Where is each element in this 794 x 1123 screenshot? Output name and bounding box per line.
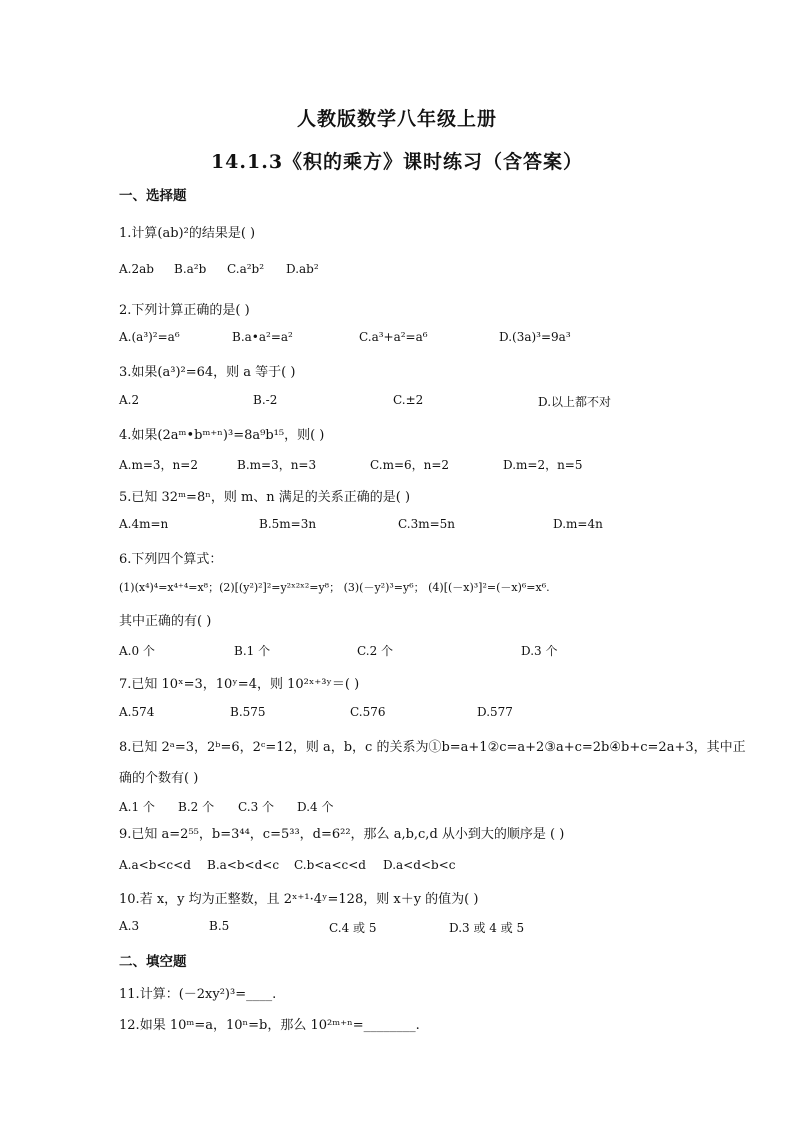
section-heading-fill: 二、填空题 — [119, 954, 187, 970]
question-4-stem: 如果(2aᵐ•bᵐ⁺ⁿ)³=8a⁹b¹⁵，则( ) — [131, 428, 325, 443]
question-2-stem: 下列计算正确的是( ) — [131, 303, 250, 318]
option-b: B.a•a²=a² — [232, 330, 293, 344]
option-c: C.a³+a²=a⁶ — [359, 330, 428, 344]
question-9: 9.已知 a=2⁵⁵，b=3⁴⁴，c=5³³，d=6²²，那么 a,b,c,d 从小到大的顺序是 ( ) — [119, 827, 565, 842]
question-1-stem: 计算(ab)²的结果是( ) — [131, 226, 256, 241]
question-12: 12.如果 10ᵐ=a，10ⁿ=b，那么 10²ᵐ⁺ⁿ=________. — [119, 1018, 420, 1033]
option-c: C.2 个 — [357, 644, 394, 658]
option-c: C.3 个 — [238, 800, 275, 814]
option-c: C.3m=5n — [398, 517, 455, 531]
option-a: A.2 — [119, 393, 140, 407]
document-title: 人教版数学八年级上册 — [296, 108, 497, 130]
question-6-stem: 下列四个算式： — [131, 552, 223, 567]
document-subtitle: 14.1.3《积的乘方》课时练习（含答案） — [210, 151, 584, 173]
option-d: D.3 或 4 或 5 — [449, 921, 525, 935]
question-8: 8.已知 2ᵃ=3，2ᵇ=6，2ᶜ=12，则 a，b，c 的关系为①b=a+1②c=a+2③a+c=2b④b+c=2a+3，其中正 — [119, 740, 746, 755]
question-10: 10.若 x，y 均为正整数，且 2ˣ⁺¹·4ʸ=128，则 x＋y 的值为( ) — [119, 892, 479, 907]
option-b: B.m=3，n=3 — [237, 458, 317, 472]
option-a: A.a<b<c<d — [119, 858, 191, 872]
question-4: 4.如果(2aᵐ•bᵐ⁺ⁿ)³=8a⁹b¹⁵，则( ) — [119, 428, 325, 443]
option-a: A.(a³)²=a⁶ — [119, 330, 180, 344]
option-b: B.2 个 — [178, 800, 215, 814]
option-a: A.574 — [119, 705, 155, 719]
question-5: 5.已知 32ᵐ=8ⁿ，则 m、n 满足的关系正确的是( ) — [119, 490, 411, 505]
option-d: D.a<d<b<c — [383, 858, 456, 872]
question-11: 11.计算：(－2xy²)³=____. — [119, 987, 277, 1002]
option-c: C.4 或 5 — [329, 921, 377, 935]
option-c: C.a²b² — [227, 262, 265, 276]
option-b: B.-2 — [253, 393, 278, 407]
option-d: D.3 个 — [521, 644, 558, 658]
option-b: B.a<b<d<c — [207, 858, 280, 872]
question-11-stem: 计算：(－2xy²)³=____. — [139, 987, 277, 1002]
question-12-stem: 如果 10ᵐ=a，10ⁿ=b，那么 10²ᵐ⁺ⁿ=________. — [139, 1018, 420, 1033]
question-3-options — [119, 393, 719, 411]
option-d: D.以上都不对 — [538, 395, 612, 409]
question-8-line2: 确的个数有( ) — [119, 771, 199, 786]
question-6-line3: 其中正确的有( ) — [119, 614, 212, 629]
question-6-formulas: (1)(x⁴)⁴=x⁴⁺⁴=x⁸；(2)[(y²)²]²=y²ˣ²ˣ²=y⁸； (3)(－y²)³=y⁶； (4)[(－x)³]²=(－x)⁶=x⁶. — [119, 581, 550, 594]
question-2-options — [119, 330, 719, 348]
option-b: B.1 个 — [234, 644, 271, 658]
question-5-stem: 已知 32ᵐ=8ⁿ，则 m、n 满足的关系正确的是( ) — [131, 490, 411, 505]
question-9-stem: 已知 a=2⁵⁵，b=3⁴⁴，c=5³³，d=6²²，那么 a,b,c,d 从小到大的顺序是 ( ) — [131, 827, 565, 842]
option-b: B.5 — [209, 919, 230, 933]
question-7: 7.已知 10ˣ=3，10ʸ=4，则 10²ˣ⁺³ʸ＝( ) — [119, 677, 360, 692]
question-3: 3.如果(a³)²=64，则 a 等于( ) — [119, 365, 296, 380]
option-a: A.1 个 — [119, 800, 155, 814]
option-a: A.2ab — [119, 262, 154, 276]
section-heading-choice: 一、选择题 — [119, 188, 187, 204]
option-d: D.m=4n — [553, 517, 603, 531]
question-1-options — [119, 262, 719, 280]
question-10-stem: 若 x，y 均为正整数，且 2ˣ⁺¹·4ʸ=128，则 x＋y 的值为( ) — [139, 892, 479, 907]
option-c: C.576 — [350, 705, 386, 719]
option-a: A.m=3，n=2 — [119, 458, 198, 472]
option-d: D.577 — [477, 705, 513, 719]
option-d: D.4 个 — [297, 800, 334, 814]
option-a: A.4m=n — [119, 517, 169, 531]
question-6-options — [119, 642, 719, 660]
question-4-options — [119, 456, 719, 474]
question-2: 2.下列计算正确的是( ) — [119, 303, 250, 318]
option-a: A.3 — [119, 919, 140, 933]
option-b: B.a²b — [174, 262, 207, 276]
question-6: 6.下列四个算式： — [119, 552, 223, 567]
option-c: C.±2 — [393, 393, 424, 407]
option-b: B.575 — [230, 705, 266, 719]
question-1: 1.计算(ab)²的结果是( ) — [119, 226, 256, 241]
option-a: A.0 个 — [119, 644, 155, 658]
option-d: D.(3a)³=9a³ — [499, 330, 571, 344]
question-7-stem: 已知 10ˣ=3，10ʸ=4，则 10²ˣ⁺³ʸ＝( ) — [131, 677, 360, 692]
question-8-options — [119, 798, 719, 816]
option-d: D.m=2，n=5 — [503, 458, 583, 472]
question-7-options — [119, 705, 719, 723]
option-c: C.b<a<c<d — [294, 858, 366, 872]
option-b: B.5m=3n — [259, 517, 317, 531]
question-10-options — [119, 919, 719, 937]
option-d: D.ab² — [286, 262, 319, 276]
question-9-options — [119, 858, 719, 876]
question-5-options — [119, 517, 719, 535]
question-8-stem: 已知 2ᵃ=3，2ᵇ=6，2ᶜ=12，则 a，b，c 的关系为①b=a+1②c=a+2③a+c=2b④b+c=2a+3，其中正 — [131, 740, 746, 755]
question-3-stem: 如果(a³)²=64，则 a 等于( ) — [131, 365, 296, 380]
option-c: C.m=6，n=2 — [370, 458, 450, 472]
